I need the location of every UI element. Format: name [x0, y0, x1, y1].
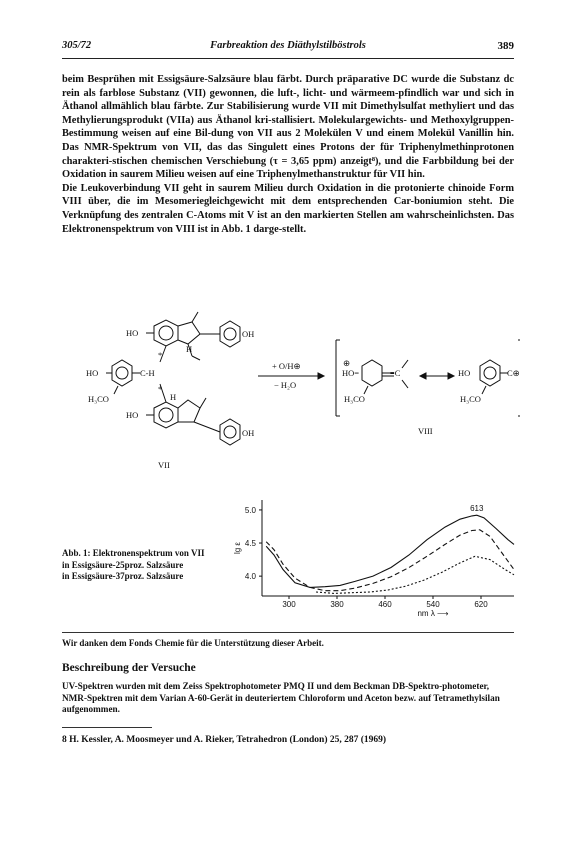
figure-caption [62, 548, 232, 583]
y-tick-label: 4.0 [244, 572, 256, 582]
paragraph-1: beim Besprühen mit Essigsäure-Salzsäure blau färbt. Durch präparative DC wurde die Substanz dc rein als farblose Substanz (VII) gewonnen, die luft-, licht- und wärmeem-pfindlich war und sich in Äthanol allmählich blau färbte. Zur Stabilisierung wurde VII mit Dimethylsulfat methyliert und das Methylierungsprodukt (VIIa) aus Äthanol kri-stallisiert. Molekulargewichts- und Methoxylgruppen-Bestimmung weisen auf eine Bil-dung von VII aus 2 Molekülen V und einem Molekül Vanillin hin. Das NMR-Spektrum von VII, das das Singulett eines Protons der für Triphenylmethinprotonen charakteri-stischen chemischen Verschiebung (τ = 3,65 ppm) anzeigt⁸), und die Farbbildung bei der Oxidation in saurem Milieu weisen auf eine Triphenylmethanstruktur für VII hin. [62, 74, 514, 181]
y-axis-label: lg ε [233, 541, 242, 555]
h3co-label-vii: H₃CO [88, 394, 109, 404]
upper-ring-aromatic-circle [159, 326, 173, 340]
viii-quinoid-ring [362, 360, 382, 386]
ho-label-upper: HO [126, 328, 139, 338]
caption-line-3: in Essigsäure-37proz. Salzsäure [62, 571, 184, 581]
ho-label-vanillyl: HO [86, 368, 99, 378]
spectrum-series-dashed [266, 530, 514, 591]
x-tick-label: 380 [330, 600, 344, 609]
arrow-label-top: + O/H⊕ [272, 361, 301, 371]
ho-eq-label: HO= [342, 368, 360, 378]
ho-label-lower: HO [126, 410, 139, 420]
x-tick-label: 460 [378, 600, 392, 609]
x-axis-label: nm λ ⟶ [417, 609, 449, 618]
x-tick-label: 540 [426, 600, 440, 609]
oh-label-lower: OH [242, 428, 255, 438]
h-label-upper: H [186, 344, 193, 354]
running-header [62, 40, 514, 56]
eq-c-label: =C [390, 368, 401, 378]
upper-five-ring [178, 322, 200, 344]
footnote-rule [62, 727, 152, 728]
journal-reference: 305/72 [62, 40, 92, 51]
electronic-spectrum-chart [230, 496, 520, 618]
h3co-label-viii-left: H₃CO [344, 394, 365, 404]
x-tick-label: 620 [474, 600, 488, 609]
acknowledgement: Wir danken dem Fonds Chemie für die Unterstützung dieser Arbeit. [62, 638, 324, 648]
thanks-rule [62, 632, 514, 633]
spectrum-series-dotted [316, 556, 514, 593]
y-tick-label: 4.5 [244, 539, 256, 549]
oh-label-upper: OH [242, 329, 255, 339]
ho-label-viii-right: HO [458, 368, 471, 378]
upper-phenol-ring [220, 321, 240, 347]
section-heading: Beschreibung der Versuche [62, 662, 196, 674]
lower-phenol-ring [220, 419, 240, 445]
page-number: 389 [497, 40, 514, 52]
chart-svg [230, 496, 520, 618]
arrow-label-bottom: − H₂O [274, 380, 297, 390]
running-title: Farbreaktion des Diäthylstilböstrols [210, 40, 366, 51]
h3co-label-viii-right: H₃CO [460, 394, 481, 404]
star-lower: * [158, 384, 163, 394]
compound-label-vii: VII [158, 460, 170, 470]
upper-aromatic-ring [154, 320, 178, 346]
body-text [62, 73, 514, 236]
h-label-lower: H [170, 392, 177, 402]
caption-title: Abb. 1: Elektronenspektrum von VII [62, 548, 205, 558]
paragraph-2: Die Leukoverbindung VII geht in saurem Milieu durch Oxidation in die protonierte chinoide Form VIII über, die im Mesomeriegleichgewicht mit dem entsprechenden Car-boniumion steht. Die Verknüpfung des zentralen C-Atoms mit V ist an den markierten Stellen am wahrscheinlichsten. Das Elektronenspektrum von VIII ist in Abb. 1 darge-stellt. [62, 182, 514, 235]
lower-aromatic-ring [154, 402, 178, 428]
star-upper: * [158, 350, 163, 360]
y-tick-label: 5.0 [244, 505, 256, 515]
vanillyl-ring [112, 360, 132, 386]
peak-annotation: 613 [470, 504, 484, 514]
methods-paragraph: UV-Spektren wurden mit dem Zeiss Spektrophotometer PMQ II und dem Beckman DB-Spektro-photometer, NMR-Spektren mit dem Varian A-60-Gerät in deuteriertem Chloroform und Aceton bezw. auf Tetramethylsilan aufgenommen. [62, 681, 500, 715]
viii-carbonium-ring [480, 360, 500, 386]
reaction-scheme [60, 308, 520, 490]
compound-label-viii: VIII [418, 426, 433, 436]
charge-label: ⊕ [343, 358, 351, 368]
x-tick-label: 300 [282, 600, 296, 609]
footnote: 8 H. Kessler, A. Moosmeyer und A. Rieker, Tetrahedron (London) 25, 287 (1969) [62, 735, 387, 745]
methods-text [62, 681, 514, 716]
c-plus-label: C⊕ [507, 368, 520, 378]
caption-line-2: in Essigsäure-25proz. Salzsäure [62, 559, 184, 570]
header-rule [62, 58, 514, 59]
c-h-label: C-H [140, 368, 155, 378]
